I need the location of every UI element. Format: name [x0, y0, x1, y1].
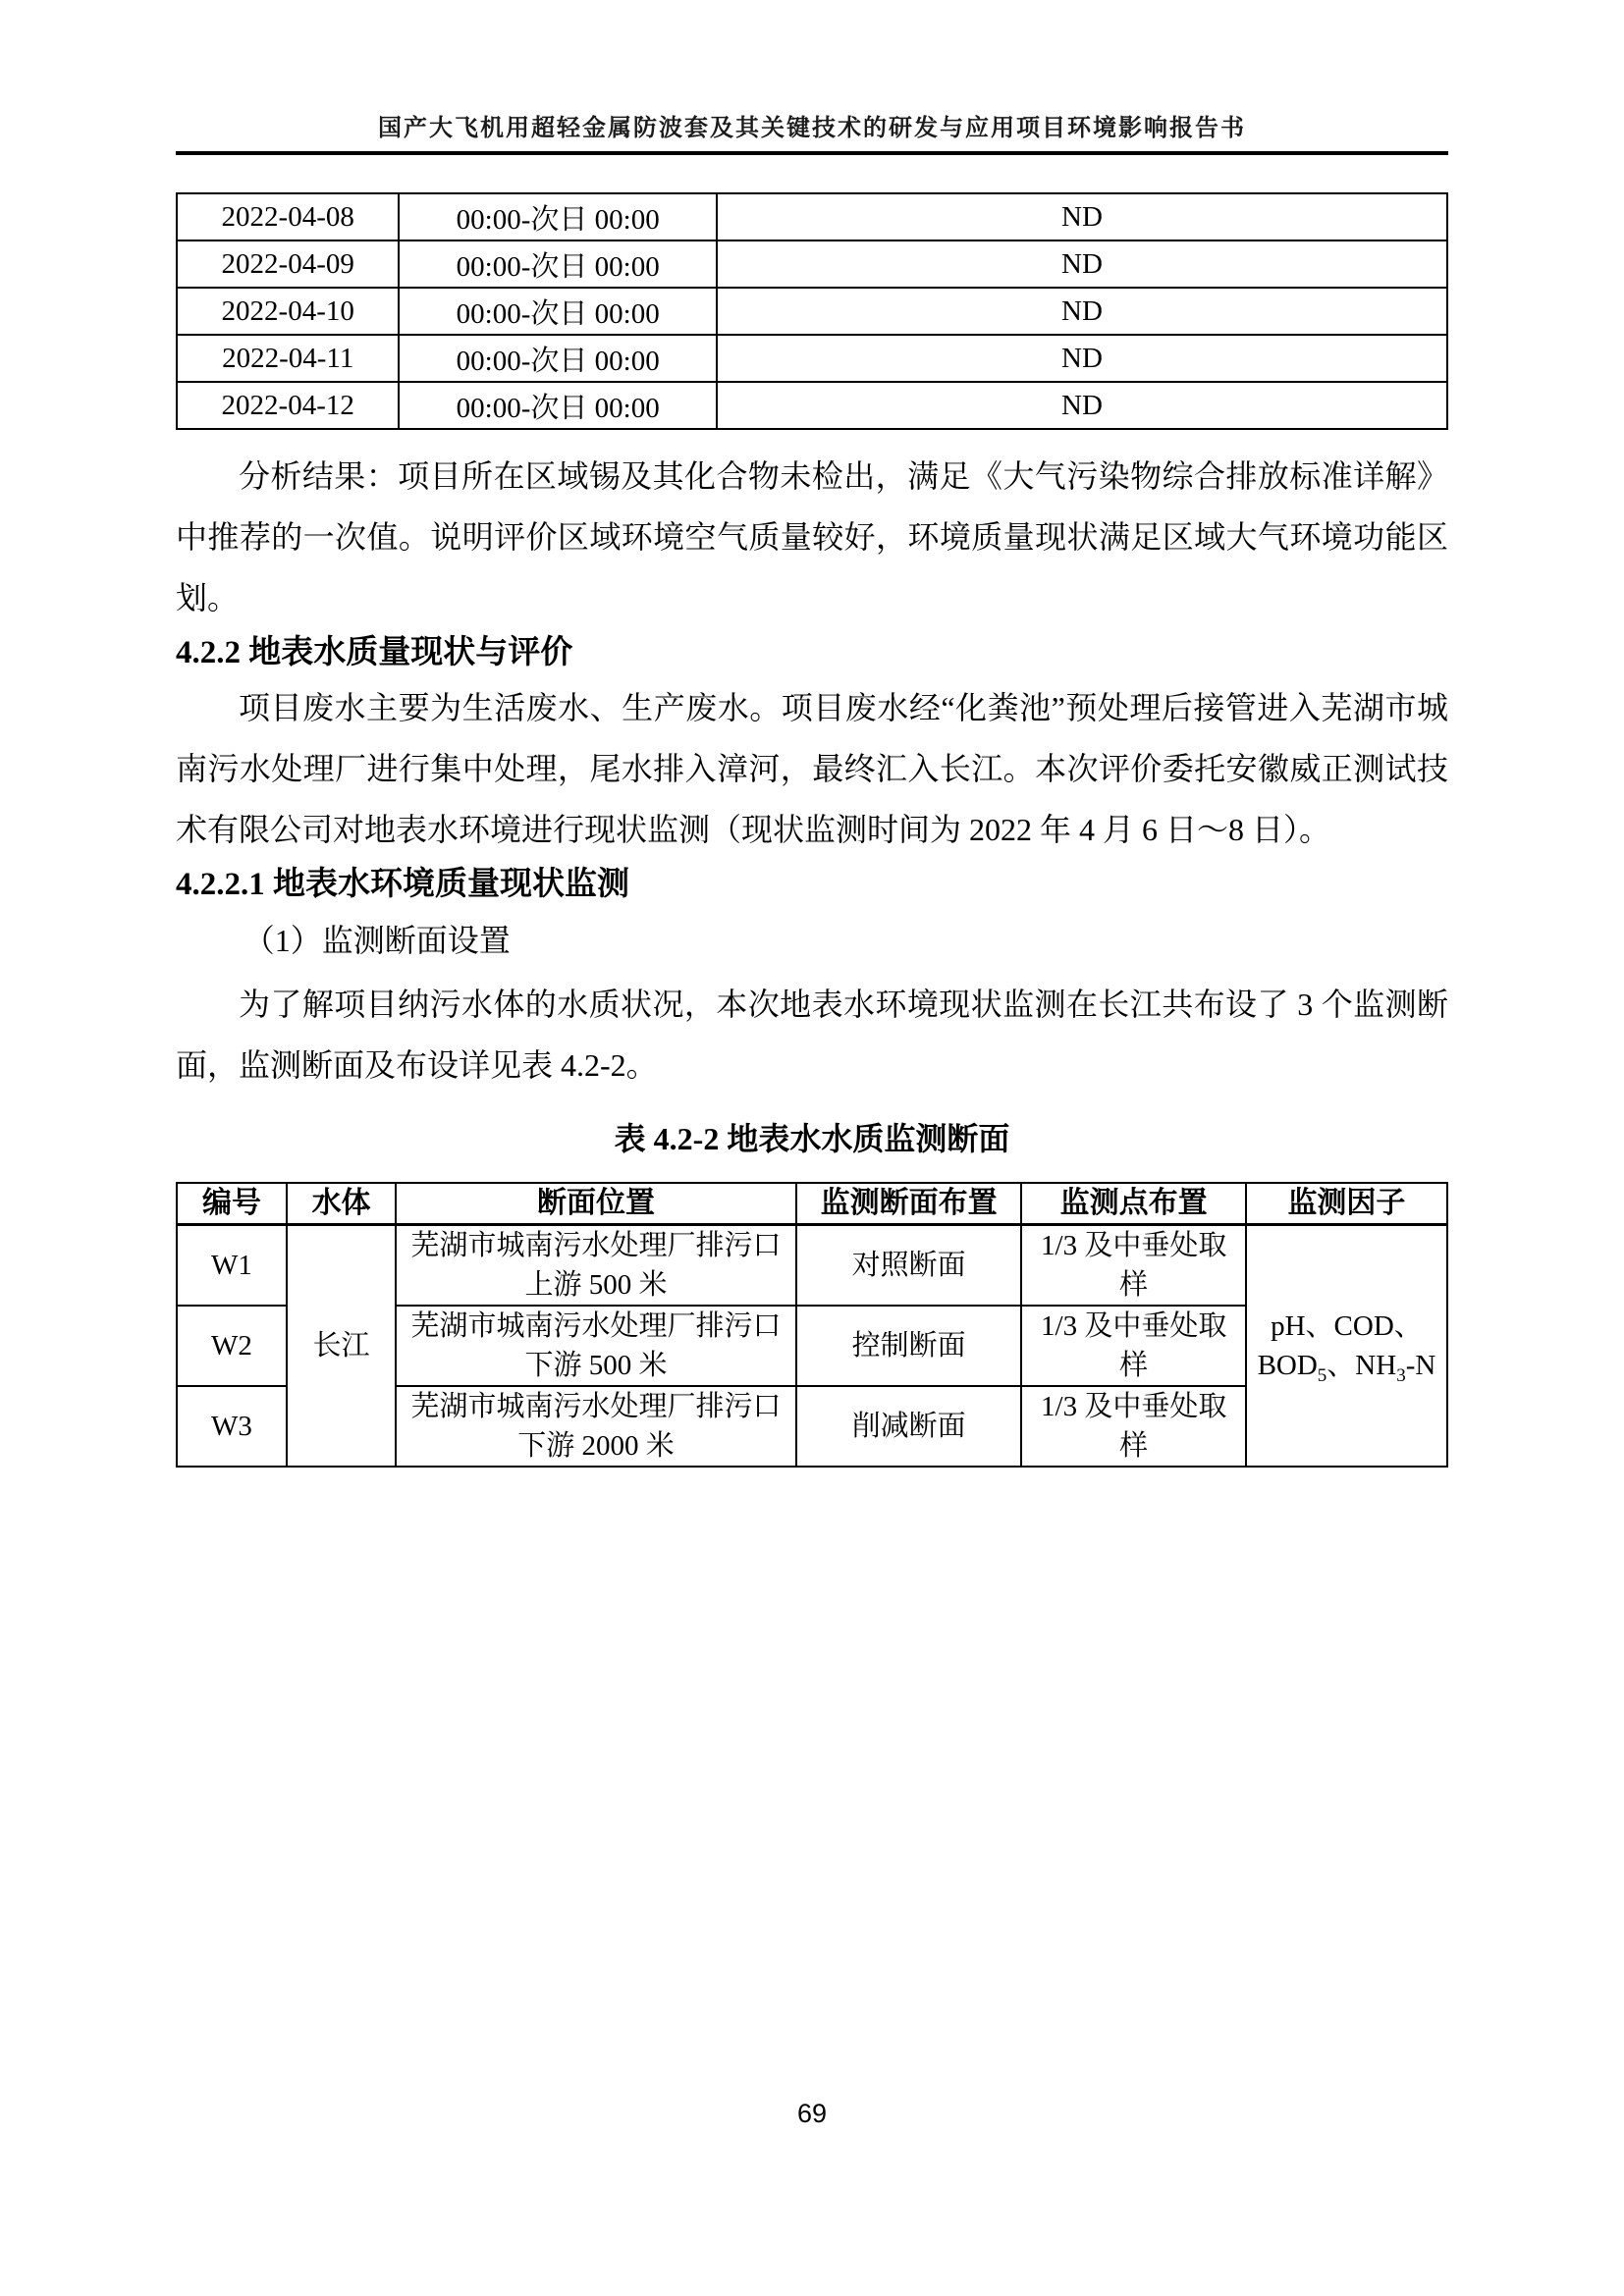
- time-cell: 00:00-次日 00:00: [399, 382, 717, 429]
- value-cell: ND: [717, 382, 1447, 429]
- header-id: 编号: [177, 1183, 287, 1225]
- page-number: 69: [796, 2099, 828, 2128]
- section-cell: 对照断面: [796, 1225, 1022, 1307]
- section-cell: 控制断面: [796, 1306, 1022, 1386]
- time-cell: 00:00-次日 00:00: [399, 240, 717, 288]
- factor-text: pH、COD、BOD: [1257, 1310, 1423, 1381]
- header-section-layout: 监测断面布置: [796, 1183, 1022, 1225]
- section-4-2-2-paragraph: 项目废水主要为生活废水、生产废水。项目废水经“化粪池”预处理后接管进入芜湖市城南污水处理厂进行集中处理，尾水排入漳河，最终汇入长江。本次评价委托安徽威正测试技术有限公司对地表水环境进行现状监测（现状监测时间为 2022 年 4 月 6 日～8 日）。: [176, 690, 1448, 847]
- surface-water-monitoring-table: [176, 1182, 1448, 1468]
- point-cell: 1/3 及中垂处取样: [1021, 1386, 1245, 1467]
- id-cell: W1: [177, 1225, 287, 1307]
- table-4-2-2-caption: 表 4.2-2 地表水水质监测断面: [614, 1121, 1010, 1156]
- table-row: [177, 240, 1447, 288]
- point-cell: 1/3 及中垂处取样: [1021, 1306, 1245, 1386]
- location-cell: 芜湖市城南污水处理厂排污口下游 500 米: [396, 1306, 796, 1386]
- table-row: [177, 335, 1447, 382]
- date-cell: 2022-04-09: [177, 240, 399, 288]
- list-item-1: （1）监测断面设置: [243, 923, 511, 958]
- factor-subscript: 5: [1317, 1364, 1327, 1386]
- factor-text: -N: [1405, 1350, 1436, 1381]
- table-row: [177, 288, 1447, 335]
- page-header: [0, 0, 1624, 155]
- location-cell: 芜湖市城南污水处理厂排污口下游 2000 米: [396, 1386, 796, 1467]
- header-rule: [176, 151, 1448, 155]
- value-cell: ND: [717, 193, 1447, 240]
- id-cell: W2: [177, 1306, 287, 1386]
- factor-text: 、NH: [1326, 1350, 1397, 1381]
- table-row-w1: [177, 1225, 1447, 1307]
- table-row: [177, 193, 1447, 240]
- air-monitoring-continuation-table: [176, 192, 1448, 430]
- section-4-2-2-heading: 4.2.2 地表水质量现状与评价: [176, 635, 573, 670]
- page-content: [176, 192, 1448, 1468]
- table-header-row: [177, 1183, 1447, 1225]
- factor-subscript: 3: [1396, 1364, 1406, 1386]
- date-cell: 2022-04-10: [177, 288, 399, 335]
- point-cell: 1/3 及中垂处取样: [1021, 1225, 1245, 1307]
- section-4-2-2-1-heading: 4.2.2.1 地表水环境质量现状监测: [176, 867, 629, 902]
- time-cell: 00:00-次日 00:00: [399, 335, 717, 382]
- section-cell: 削减断面: [796, 1386, 1022, 1467]
- date-cell: 2022-04-08: [177, 193, 399, 240]
- value-cell: ND: [717, 335, 1447, 382]
- id-cell: W3: [177, 1386, 287, 1467]
- factor-cell: [1246, 1225, 1447, 1468]
- date-cell: 2022-04-12: [177, 382, 399, 429]
- report-title: 国产大飞机用超轻金属防波套及其关键技术的研发与应用项目环境影响报告书: [378, 116, 1246, 141]
- table-row: [177, 382, 1447, 429]
- time-cell: 00:00-次日 00:00: [399, 288, 717, 335]
- time-cell: 00:00-次日 00:00: [399, 193, 717, 240]
- water-body-cell: 长江: [287, 1225, 396, 1468]
- location-cell: 芜湖市城南污水处理厂排污口上游 500 米: [396, 1225, 796, 1307]
- date-cell: 2022-04-11: [177, 335, 399, 382]
- header-water-body: 水体: [287, 1183, 396, 1225]
- analysis-result-paragraph: 分析结果：项目所在区域锡及其化合物未检出，满足《大气污染物综合排放标准详解》中推荐的一次值。说明评价区域环境空气质量较好，环境质量现状满足区域大气环境功能区划。: [176, 458, 1448, 615]
- value-cell: ND: [717, 288, 1447, 335]
- value-cell: ND: [717, 240, 1447, 288]
- header-location: 断面位置: [396, 1183, 796, 1225]
- header-factors: 监测因子: [1246, 1183, 1447, 1225]
- header-point-layout: 监测点布置: [1021, 1183, 1245, 1225]
- section-4-2-2-1-paragraph: 为了解项目纳污水体的水质状况，本次地表水环境现状监测在长江共布设了 3 个监测断面，监测断面及布设详见表 4.2-2。: [176, 987, 1448, 1083]
